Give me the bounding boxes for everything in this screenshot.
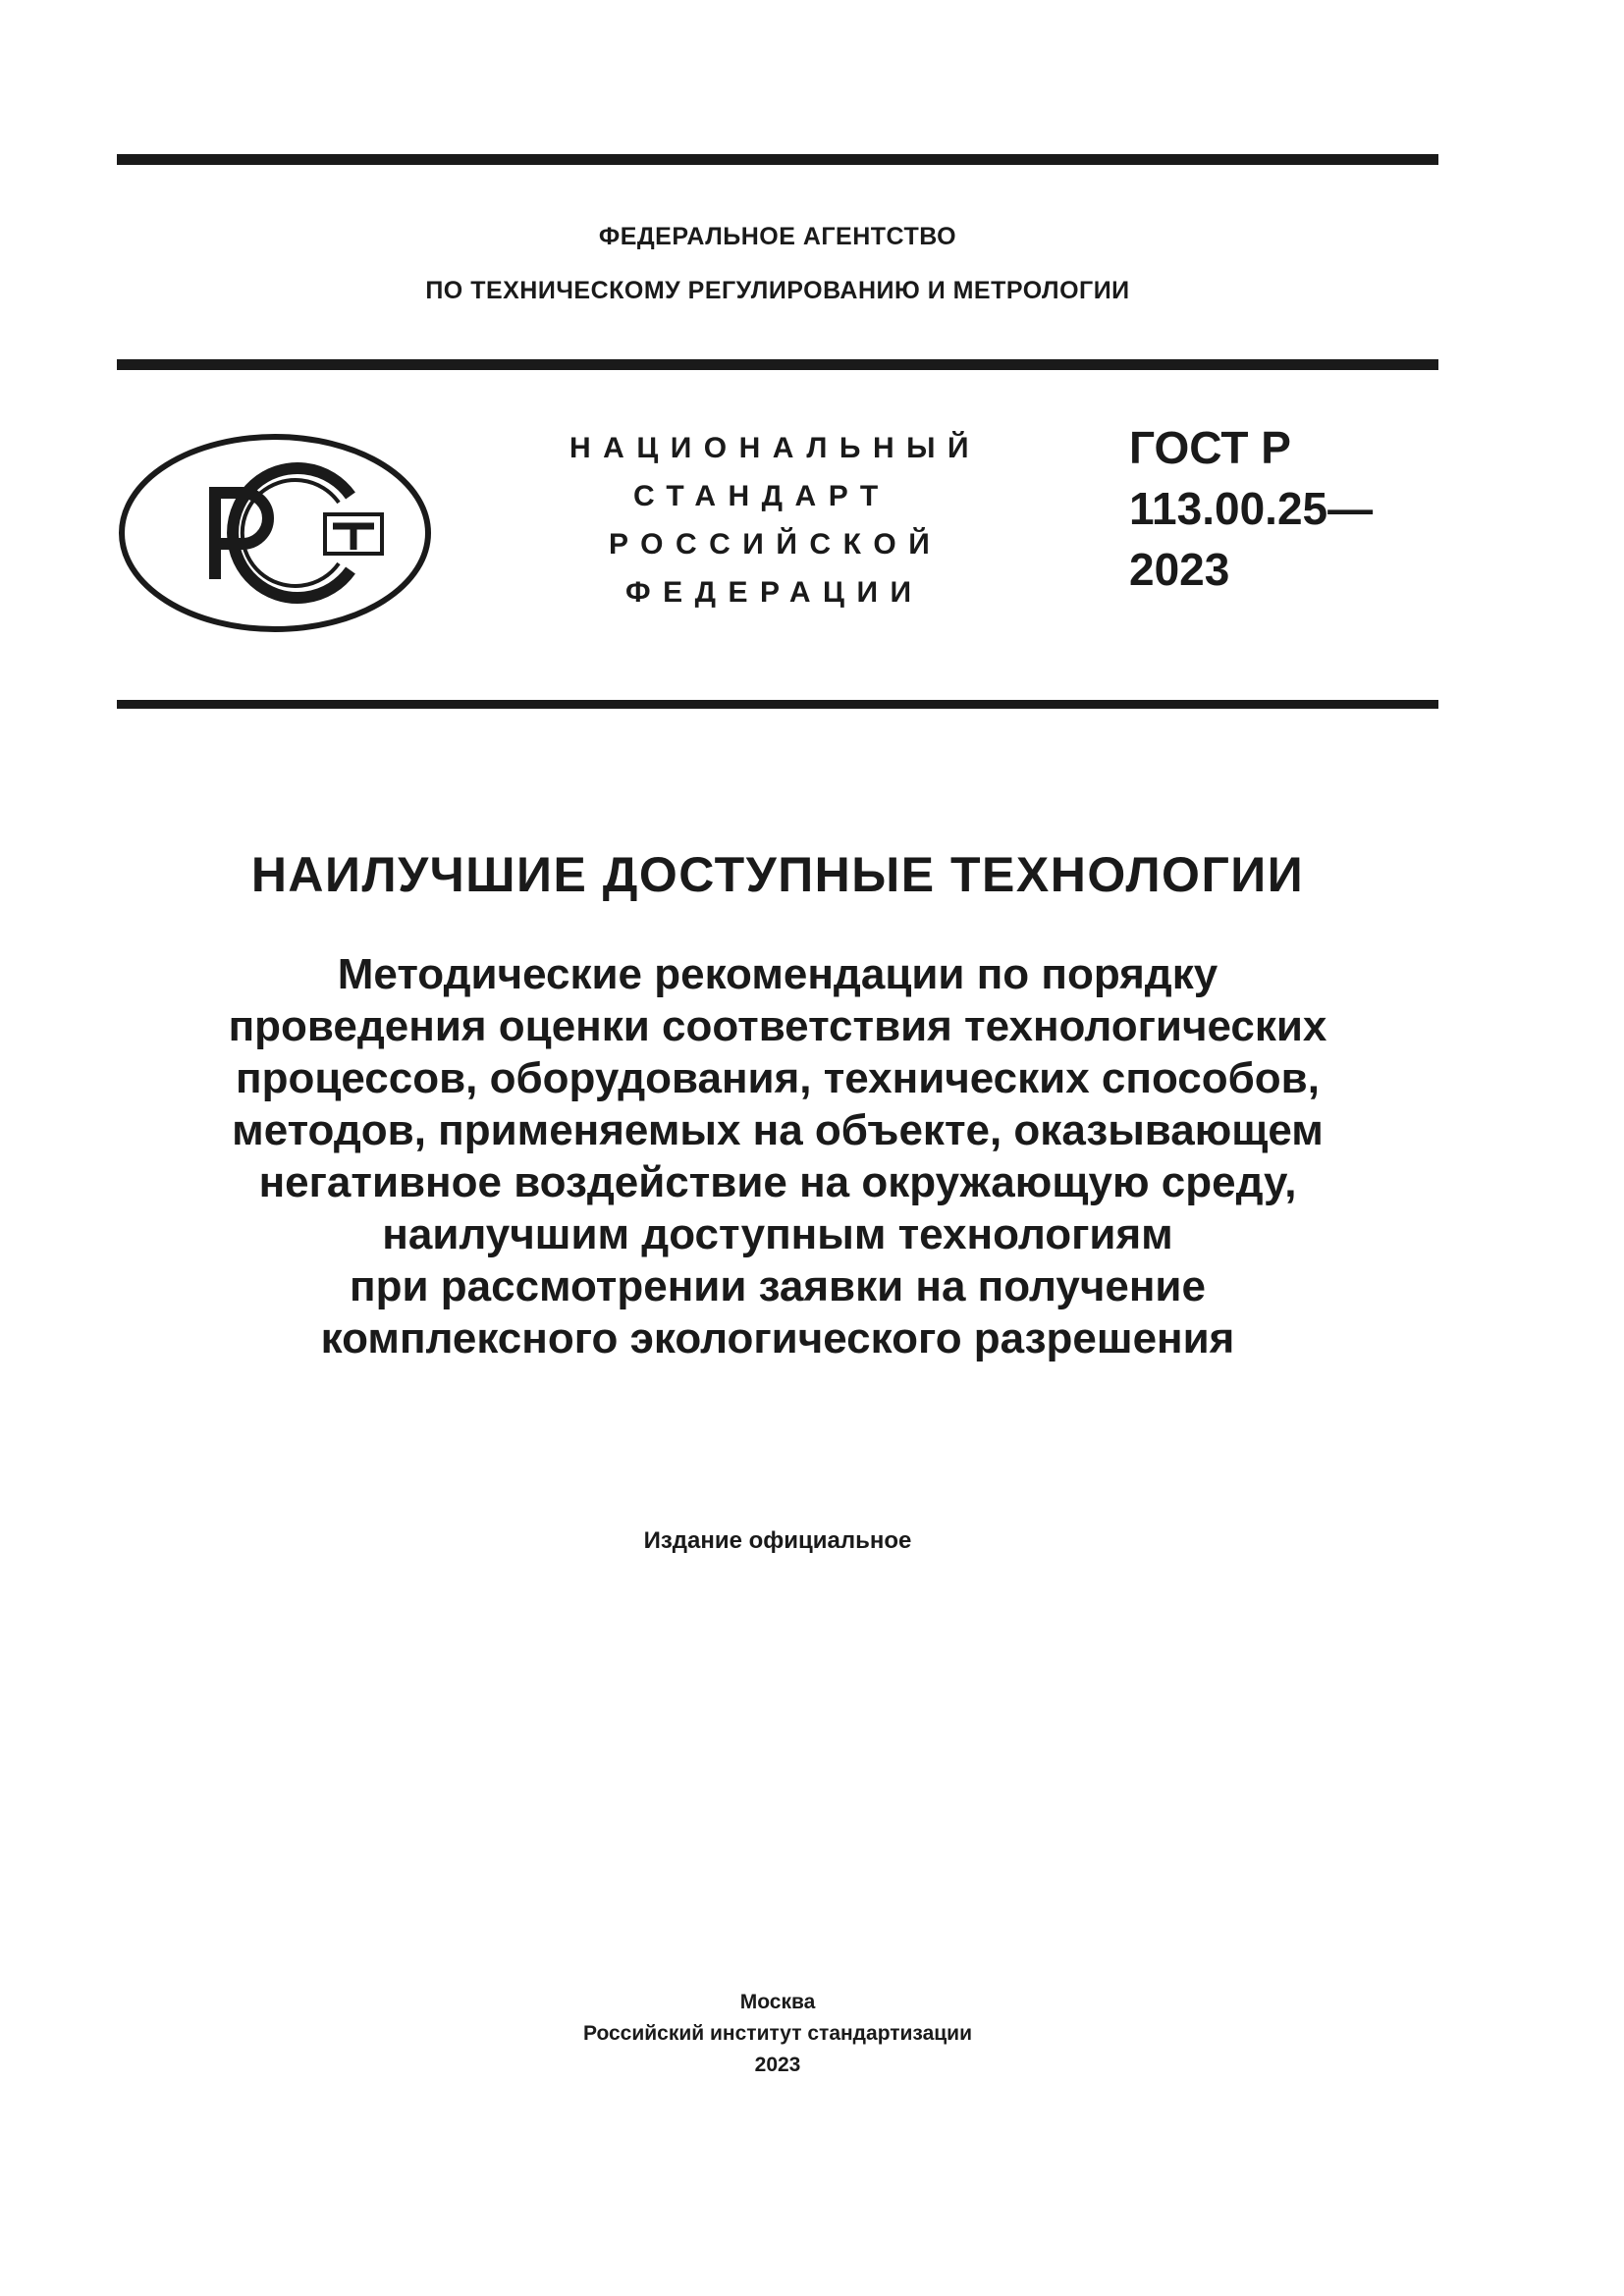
document-title: НАИЛУЧШИЕ ДОСТУПНЫЕ ТЕХНОЛОГИИ [250,847,1305,902]
subtitle-line: негативное воздействие на окружающую среду, [258,1158,1297,1206]
subtitle-line: при рассмотрении заявки на получение [350,1262,1206,1310]
designation-line-1: ГОСТ Р [1129,422,1291,473]
designation-line-2: 113.00.25— [1129,483,1374,534]
designation-line-3: 2023 [1129,544,1230,595]
subtitle-line: комплексного экологического разрешения [320,1314,1235,1362]
publication-footer [117,1987,1438,2081]
subtitle-line: наилучшим доступным технологиям [382,1210,1173,1258]
subtitle-line: процессов, оборудования, технических способов, [236,1054,1320,1102]
header-divider [117,359,1438,370]
national-standard-line-3: РОССИЙСКОЙ [609,528,943,561]
title-divider [117,700,1438,709]
national-standard-label [540,424,992,616]
publisher-name: Российский институт стандартизации [582,2022,973,2045]
standard-designation [1129,417,1373,600]
publication-year: 2023 [754,2054,801,2076]
subtitle-line: проведения оценки соответствия технологических [228,1002,1327,1050]
rst-certification-mark-icon [117,432,433,634]
national-standard-line-1: НАЦИОНАЛЬНЫЙ [569,432,982,464]
subtitle-line: методов, применяемых на объекте, оказывающем [232,1106,1324,1154]
national-standard-line-2: СТАНДАРТ [633,480,891,512]
subtitle-line: Методические рекомендации по порядку [337,950,1218,998]
edition-note: Издание официальное [643,1527,912,1554]
document-subtitle [117,948,1438,1364]
agency-name-line-2: ПО ТЕХНИЧЕСКОМУ РЕГУЛИРОВАНИЮ И МЕТРОЛОГИИ [425,277,1130,304]
agency-name-line-1: ФЕДЕРАЛЬНОЕ АГЕНТСТВО [598,223,957,250]
national-standard-line-4: ФЕДЕРАЦИИ [625,576,924,609]
publication-city: Москва [739,1991,816,2013]
top-divider [117,154,1438,165]
